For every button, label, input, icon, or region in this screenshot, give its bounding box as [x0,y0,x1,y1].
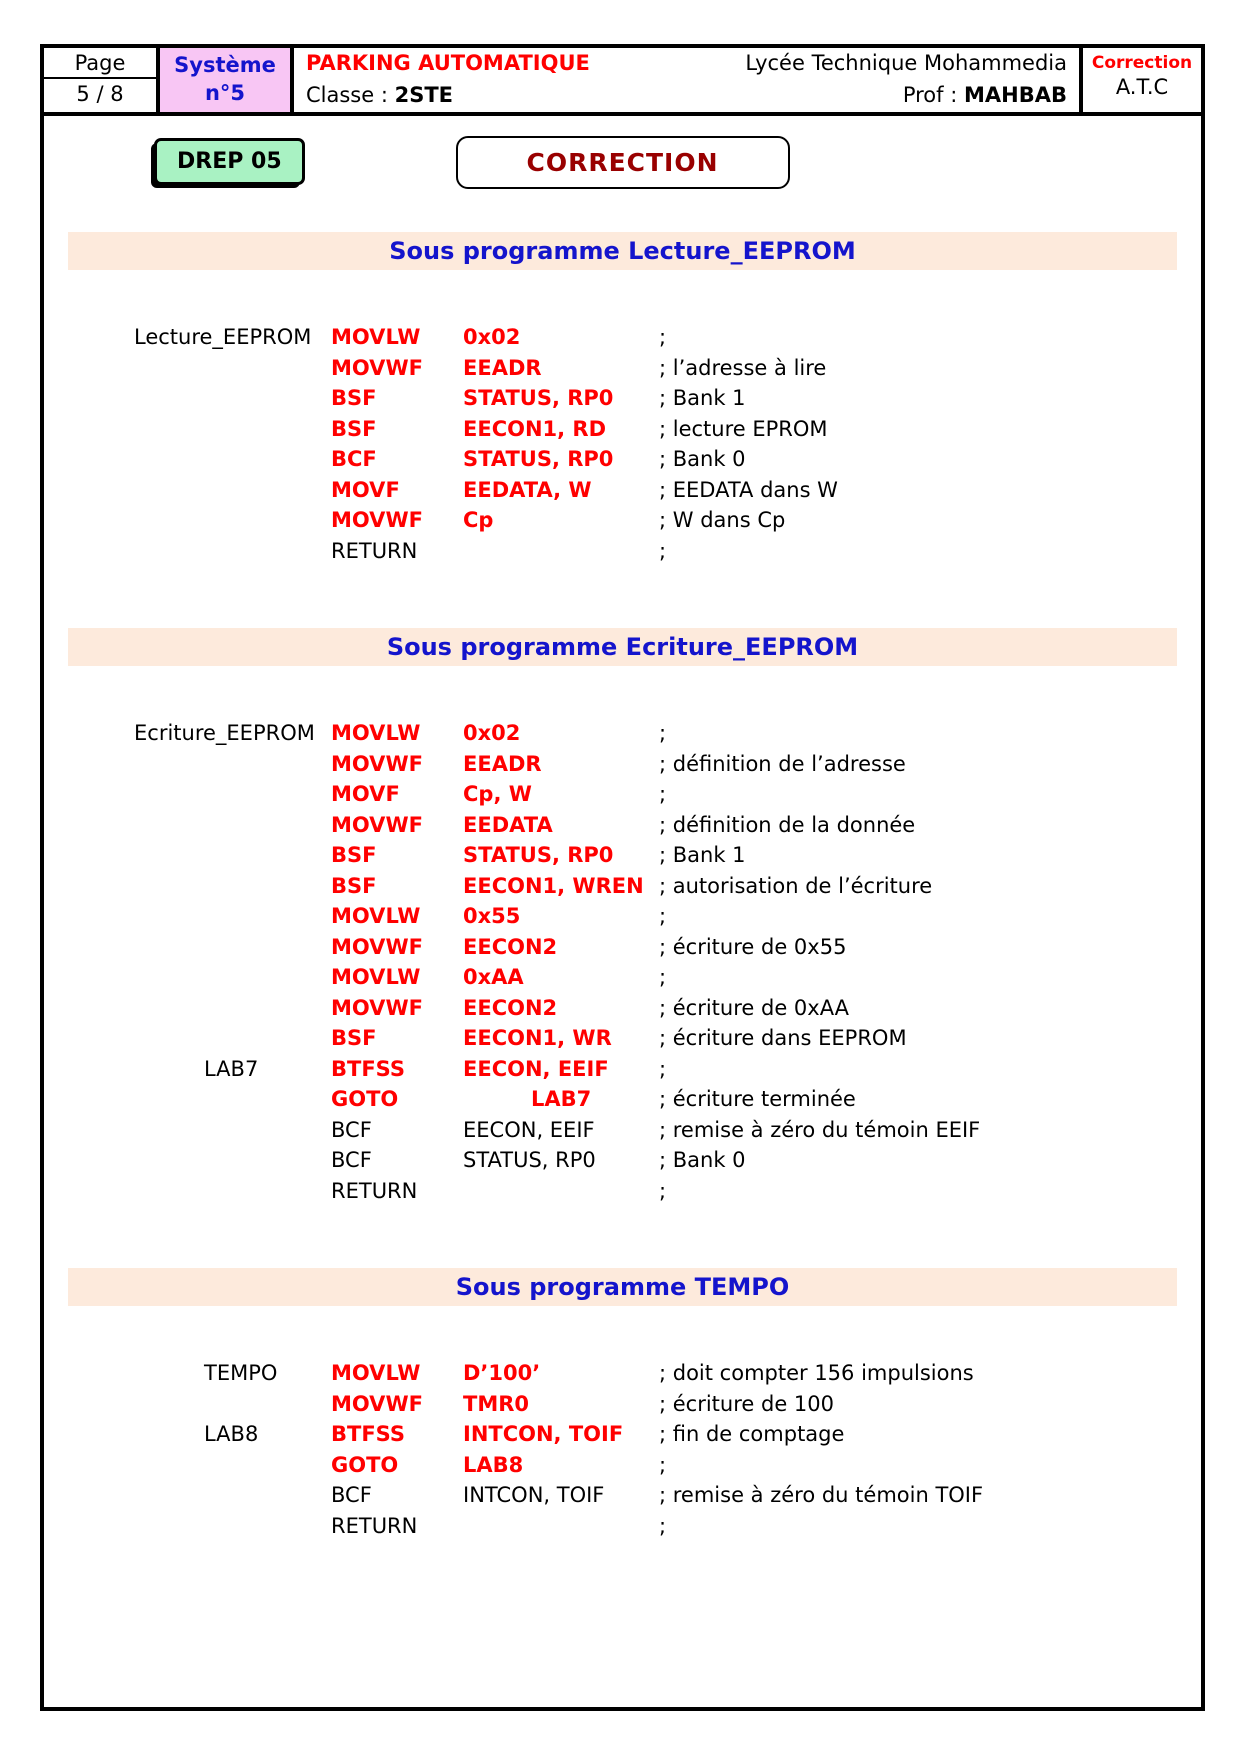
system-number: n°5 [204,81,246,105]
drep-badge: DREP 05 [154,138,305,185]
code-label [134,505,331,536]
code-mnemonic: GOTO [331,1087,399,1111]
code-operand: D’100’ [463,1361,541,1385]
code-operand: EECON1, WR [463,1026,612,1050]
code-mnemonic: BCF [331,1117,372,1142]
code-operand: TMR0 [463,1391,530,1416]
code-label [134,901,331,932]
code-comment: ; [659,1452,667,1477]
code-label [134,993,331,1024]
code-line [134,1389,1181,1420]
correction-banner: CORRECTION [456,136,790,189]
code-line [134,840,1181,871]
code-operand: EEDATA [463,812,553,837]
code-label [134,536,331,567]
code-line [134,1023,1181,1054]
code-mnemonic: MOVLW [331,721,421,745]
code-mnemonic: MOVWF [331,751,423,776]
code-line [134,1480,1181,1511]
section-title: Sous programme TEMPO [455,1273,790,1301]
code-line [134,901,1181,932]
code-label [134,1389,331,1420]
code-operand: LAB8 [463,1452,524,1477]
code-label [134,1084,331,1115]
code-operand: 0x02 [463,721,521,745]
code-operand: STATUS, RP0 [463,447,614,471]
code-line [134,993,1181,1024]
code-line [134,444,1181,475]
code-label [134,1145,331,1176]
code-comment: ; doit compter 156 impulsions [659,1361,974,1385]
code-line [134,1450,1181,1481]
school-name: Lycée Technique Mohammedia [745,51,1067,75]
code-mnemonic: RETURN [331,538,418,563]
code-comment: ; [659,904,667,928]
code-mnemonic: BCF [331,447,377,471]
code-comment: ; remise à zéro du témoin TOIF [659,1483,984,1507]
code-comment: ; Bank 0 [659,447,746,471]
code-operand: EEDATA, W [463,477,592,502]
code-label [134,1176,331,1207]
code-label [134,1023,331,1054]
code-comment: ; définition de l’adresse [659,751,906,776]
code-mnemonic: MOVF [331,477,400,502]
code-mnemonic: BCF [331,1148,372,1172]
code-mnemonic: MOVWF [331,995,423,1020]
code-comment: ; lecture EPROM [659,416,828,441]
code-label [134,810,331,841]
header [44,48,1201,116]
code-label [134,779,331,810]
code-operand: EECON2 [463,934,558,959]
code-operand: LAB7 [531,1087,592,1111]
code-comment: ; Bank 0 [659,1148,746,1172]
code-label: LAB7 [204,1056,259,1081]
code-line [134,322,1181,353]
code-label [134,444,331,475]
header-page-cell [44,48,156,112]
prof-label: Prof : [902,83,958,107]
code-mnemonic: BSF [331,873,377,898]
code-comment: ; [659,782,667,806]
code-comment: ; [659,325,667,349]
code-comment: ; définition de la donnée [659,812,916,837]
code-operand: 0x55 [463,904,521,928]
code-mnemonic: MOVWF [331,1391,423,1416]
code-mnemonic: MOVLW [331,965,421,989]
code-label [134,383,331,414]
code-line [134,414,1181,445]
code-comment: ; remise à zéro du témoin EEIF [659,1117,981,1142]
code-label [134,871,331,902]
sections [44,232,1201,1541]
classe-value: 2STE [394,83,454,107]
code-operand: Cp [463,508,494,532]
code-label [134,962,331,993]
section [44,1268,1201,1541]
code-line [134,871,1181,902]
code-line [134,1511,1181,1542]
correction-label: Correction [1091,53,1193,73]
code-operand: STATUS, RP0 [463,386,614,410]
code-line [134,1054,1181,1085]
code-operand: EEADR [463,355,542,380]
code-line [134,536,1181,567]
code-line [134,353,1181,384]
system-name: Système [174,53,276,77]
code-comment: ; fin de comptage [659,1422,845,1446]
section-header-bar [68,1268,1177,1306]
document-page [40,44,1205,1711]
section [44,628,1201,1206]
prof [903,83,1067,107]
code-comment: ; [659,1178,667,1203]
code-label: LAB8 [204,1422,259,1446]
code-comment: ; [659,538,667,563]
code-mnemonic: MOVLW [331,325,421,349]
code-operand [463,1511,659,1542]
code-mnemonic: BSF [331,843,377,867]
banner-row [44,136,1201,196]
code-comment: ; écriture terminée [659,1087,856,1111]
code-label [134,414,331,445]
code-comment: ; Bank 1 [659,386,746,410]
code-mnemonic: MOVF [331,782,400,806]
code-mnemonic: BTFSS [331,1056,405,1081]
code-comment: ; Bank 1 [659,843,746,867]
code-label [134,932,331,963]
code-block [134,718,1181,1206]
code-line [134,1419,1181,1450]
code-operand [463,536,659,567]
code-mnemonic: MOVLW [331,904,421,928]
code-comment: ; autorisation de l’écriture [659,873,933,898]
code-label [134,1480,331,1511]
section-title: Sous programme Ecriture_EEPROM [386,633,859,661]
code-label [134,840,331,871]
code-label [134,1115,331,1146]
code-label: TEMPO [204,1361,278,1385]
code-label [134,1511,331,1542]
code-block [134,1358,1181,1541]
classe [306,83,453,107]
code-mnemonic: BSF [331,1026,377,1050]
code-operand: 0x02 [463,325,521,349]
header-main-row-2 [306,83,1067,107]
code-mnemonic: BSF [331,416,377,441]
code-label: Lecture_EEPROM [134,325,312,349]
code-comment: ; écriture dans EEPROM [659,1026,907,1050]
code-line [134,505,1181,536]
code-mnemonic: BSF [331,386,377,410]
page-label: Page [44,48,156,79]
prof-value: MAHBAB [964,83,1067,107]
code-mnemonic: GOTO [331,1452,399,1477]
code-comment: ; [659,1513,667,1538]
code-label: Ecriture_EEPROM [134,721,315,745]
code-operand: EECON1, RD [463,416,607,441]
code-comment: ; [659,965,667,989]
code-line [134,1115,1181,1146]
code-mnemonic: MOVWF [331,355,423,380]
code-line [134,932,1181,963]
code-line [134,1084,1181,1115]
code-label [134,749,331,780]
header-system-cell [156,48,294,112]
code-operand: STATUS, RP0 [463,1148,596,1172]
code-operand: EECON1, WREN [463,873,644,898]
code-comment: ; l’adresse à lire [659,355,827,380]
code-line [134,718,1181,749]
code-line [134,749,1181,780]
code-operand [463,1176,659,1207]
code-operand: STATUS, RP0 [463,843,614,867]
code-label [134,475,331,506]
code-mnemonic: MOVWF [331,812,423,837]
code-line [134,779,1181,810]
code-mnemonic: MOVLW [331,1361,421,1385]
code-line [134,962,1181,993]
header-main-cell [294,48,1079,112]
code-label [134,1450,331,1481]
code-block [134,322,1181,566]
section [44,232,1201,566]
code-label [134,353,331,384]
page-number: 5 / 8 [76,82,124,106]
code-mnemonic: MOVWF [331,934,423,959]
code-comment: ; [659,1056,667,1081]
code-operand: EECON, EEIF [463,1117,595,1142]
code-line [134,475,1181,506]
code-comment: ; écriture de 0x55 [659,934,847,959]
header-correction-cell [1079,48,1201,112]
code-operand: EEADR [463,751,542,776]
code-line [134,810,1181,841]
code-operand: EECON2 [463,995,558,1020]
code-operand: Cp, W [463,782,532,806]
code-operand: INTCON, TOIF [463,1483,605,1507]
code-mnemonic: BTFSS [331,1422,405,1446]
atc-label: A.T.C [1115,75,1169,99]
code-comment: ; écriture de 0xAA [659,995,850,1020]
code-mnemonic: RETURN [331,1178,418,1203]
code-operand: EECON, EEIF [463,1056,609,1081]
code-comment: ; [659,721,667,745]
classe-label: Classe : [306,83,388,107]
code-comment: ; W dans Cp [659,508,786,532]
code-mnemonic: MOVWF [331,508,423,532]
section-title: Sous programme Lecture_EEPROM [389,237,856,265]
doc-title: PARKING AUTOMATIQUE [306,51,590,75]
code-line [134,383,1181,414]
code-comment: ; écriture de 100 [659,1391,835,1416]
section-header-bar [68,232,1177,270]
code-operand: 0xAA [463,965,524,989]
code-line [134,1145,1181,1176]
code-mnemonic: BCF [331,1483,372,1507]
code-comment: ; EEDATA dans W [659,477,838,502]
section-header-bar [68,628,1177,666]
code-line [134,1176,1181,1207]
code-line [134,1358,1181,1389]
code-operand: INTCON, TOIF [463,1422,624,1446]
header-main-row-1 [306,51,1067,75]
code-mnemonic: RETURN [331,1513,418,1538]
